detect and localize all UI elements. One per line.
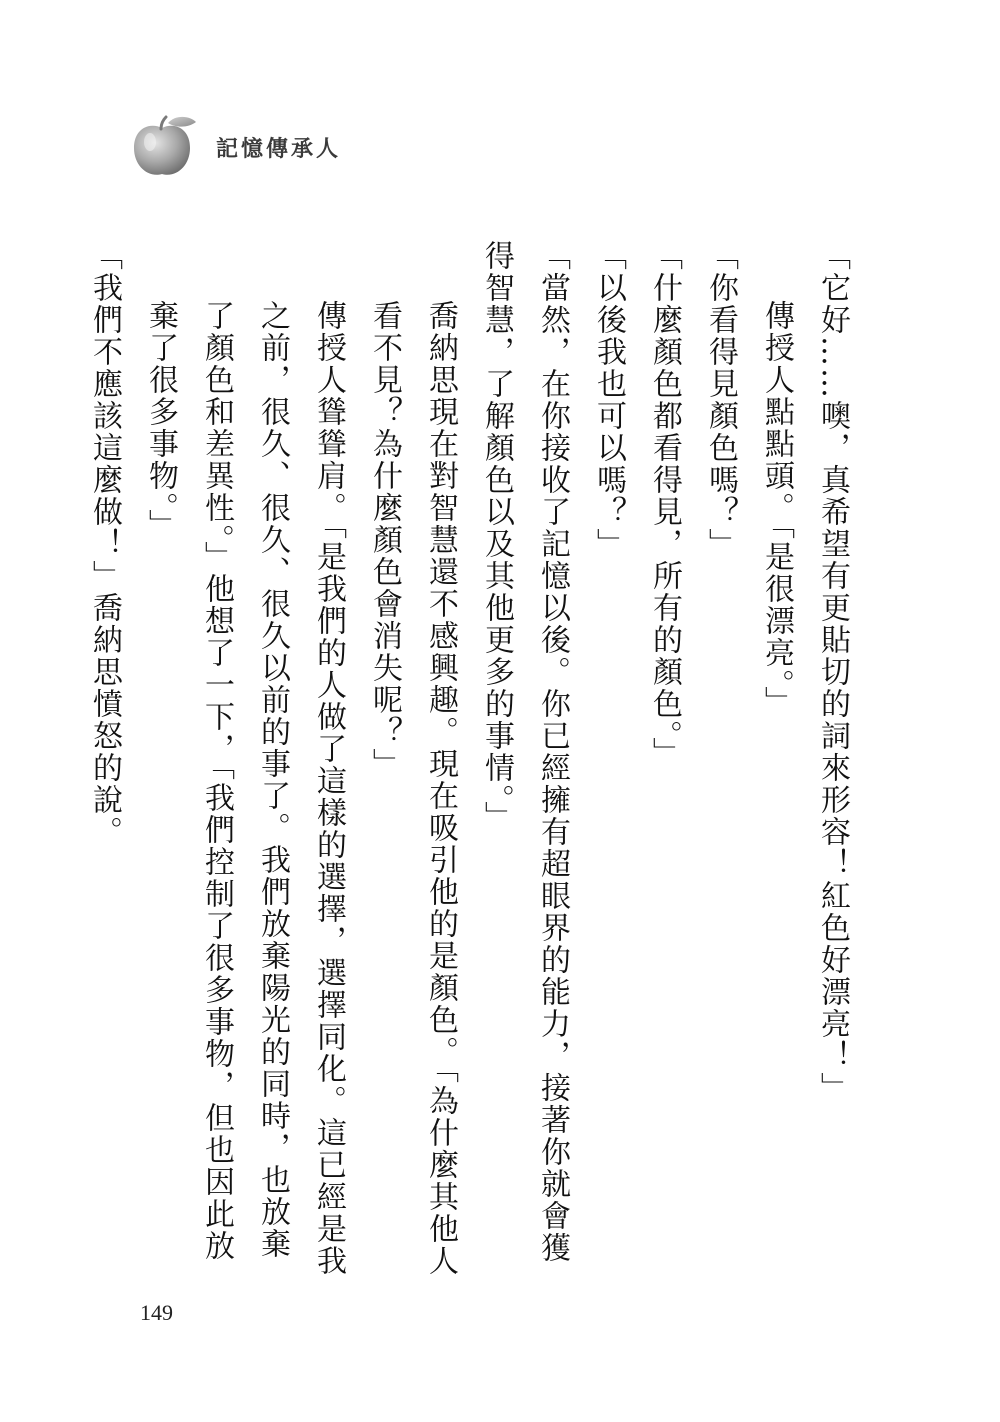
page-number: 149 [140,1300,173,1325]
paragraph: 「它好……噢，真希望有更貼切的詞來形容！紅色好漂亮！」 [815,240,850,1104]
running-header [130,112,341,182]
paragraph: 「以後我也可以嗎？」 [591,240,626,560]
paragraph: 「什麼顏色都看得見，所有的顏色。」 [647,240,682,769]
paragraph: 「當然，在你接收了記憶以後。你已經擁有超眼界的能力，接著你就會獲得智慧，了解顏色以及其他更多的事情。」 [479,240,570,1264]
paragraph: 「你看得見顏色嗎？」 [703,240,738,560]
paragraph: 「我們不應該這麼做！」喬納思憤怒的說。 [87,240,122,848]
paragraph: 喬納思現在對智慧還不感興趣。現在吸引他的是顏色。「為什麼其他人看不見？為什麼顏色會消失呢？」 [367,300,458,1277]
apple-icon [130,114,200,180]
body-text [76,240,860,1280]
paragraph: 傳授人點點頭。「是很漂亮。」 [759,300,794,718]
paragraph: 傳授人聳聳肩。「是我們的人做了這樣的選擇，選擇同化。這已經是我之前，很久、很久、很久以前的事了。我們放棄陽光的同時，也放棄了顏色和差異性。」他想了一下，「我們控制了很多事物，但也因此放棄了很多事物。」 [143,300,346,1277]
book-title: 記憶傳承人 [216,135,342,162]
